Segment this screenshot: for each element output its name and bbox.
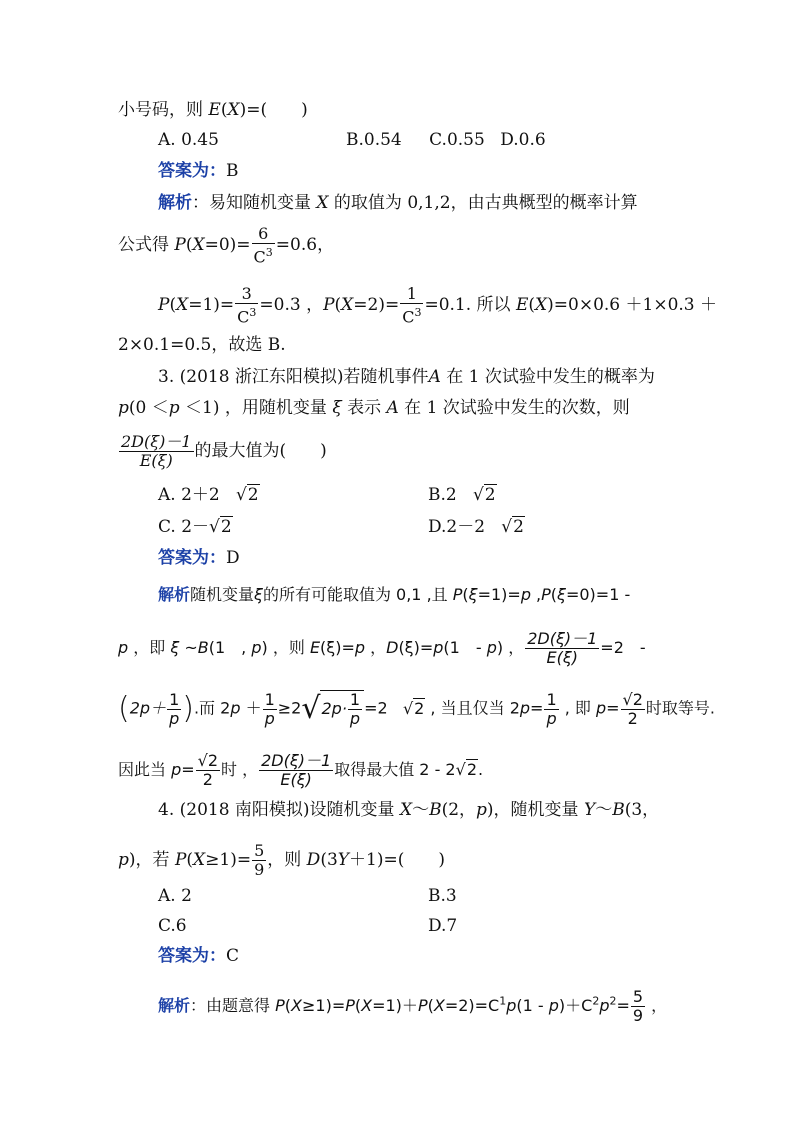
answer-q3 — [158, 548, 240, 568]
text: = — [606, 698, 620, 718]
denominator: E(ξ) — [546, 648, 578, 667]
answer-label: 答案为： — [158, 161, 226, 181]
answer-label: 答案为： — [158, 946, 226, 966]
text: , 即 — [559, 698, 596, 718]
text: ( — [528, 295, 536, 316]
question-3 — [158, 367, 655, 387]
text: 3. (2018 浙江东阳模拟)若随机事件 — [158, 367, 429, 387]
denominator — [252, 244, 275, 266]
text: P — [275, 996, 285, 1015]
text: ( — [550, 585, 558, 604]
fraction — [631, 988, 645, 1025]
superscript: 1 — [499, 994, 507, 1008]
radicand: 2 — [247, 485, 259, 505]
text: C.6 — [158, 916, 187, 936]
text: D — [306, 850, 321, 870]
text: 的所有可能取值为 0,1 ,且 — [262, 585, 453, 604]
sqrt: √2p· $\frac{1}{p}$ — [301, 690, 364, 728]
fraction — [525, 630, 599, 667]
solution-line — [158, 285, 717, 326]
text: C — [237, 307, 250, 327]
text: )，随机变量 — [486, 800, 584, 820]
solution-line — [118, 752, 483, 789]
text: P — [174, 850, 187, 870]
text: p — [118, 398, 129, 418]
text: ξ — [557, 585, 566, 604]
numerator: √2 — [197, 751, 219, 770]
superscript: 3 — [249, 306, 257, 319]
superscript: 2 — [609, 994, 617, 1008]
numerator: 1 — [546, 689, 557, 709]
fraction — [259, 752, 333, 789]
text: =2)= — [353, 295, 400, 316]
text: X — [361, 996, 373, 1015]
text: 小号码，则 — [118, 100, 209, 120]
text: ( — [354, 996, 362, 1015]
fraction — [119, 433, 194, 470]
text: =2 - — [600, 638, 646, 657]
numerator: 1 — [349, 690, 361, 709]
superscript: 3 — [265, 246, 273, 259]
option-a — [158, 485, 260, 505]
text: )=( ) — [239, 100, 308, 120]
denominator: p — [169, 708, 180, 728]
text: p — [354, 638, 366, 657]
text: =0.3 ， — [259, 295, 324, 316]
option-d — [428, 916, 457, 936]
superscript: 3 — [414, 306, 422, 319]
text: X — [291, 996, 302, 1015]
solution-label: 解析 — [158, 585, 191, 604]
sqrt: √2 — [455, 760, 478, 779]
answer-label: 答案为： — [158, 548, 226, 568]
denominator: E(ξ) — [280, 770, 312, 789]
text: ) ，则 — [261, 638, 310, 657]
text: (ξ)= — [398, 638, 434, 657]
text: X — [341, 295, 354, 316]
text: X — [193, 850, 206, 870]
text: B — [612, 800, 625, 820]
fraction — [544, 691, 558, 728]
text: ， — [365, 638, 387, 657]
text: p — [476, 800, 487, 820]
text: ( — [334, 295, 342, 316]
text: ξ — [170, 638, 180, 657]
text: E — [309, 638, 321, 657]
denominator: p — [546, 708, 557, 728]
text: 4. (2018 南阳模拟)设随机变量 — [158, 800, 400, 820]
text: ＋1)=( ) — [349, 850, 445, 870]
fraction — [252, 842, 266, 879]
answer-value: C — [226, 946, 240, 966]
option-a: A. 0.45 — [158, 130, 219, 150]
text: p — [171, 760, 182, 779]
text: ( — [220, 100, 228, 120]
text: p — [595, 698, 607, 718]
option-b — [428, 886, 457, 906]
text: =0.1. 所以 — [424, 295, 516, 316]
text: p — [599, 996, 610, 1015]
text: 的最大值为( ) — [194, 441, 327, 461]
text: C — [402, 307, 415, 327]
text: ≥2 — [277, 698, 302, 718]
fraction — [400, 285, 423, 326]
text: A. 2＋2 — [158, 485, 220, 505]
text: = — [616, 996, 630, 1015]
sqrt: √2 — [235, 485, 259, 505]
option-a — [158, 886, 192, 906]
text: ( — [186, 850, 194, 870]
text: (ξ)= — [320, 638, 355, 657]
options-q2 — [158, 130, 219, 150]
text: ＜1) ，用随机变量 — [179, 398, 333, 418]
denominator: p — [349, 709, 361, 728]
numerator: 6 — [252, 225, 275, 244]
text: ：由题意得 — [190, 996, 276, 1015]
sqrt: √2 — [472, 485, 496, 505]
numerator: 1 — [400, 285, 423, 304]
text: B — [429, 800, 442, 820]
option-b — [428, 485, 497, 505]
text: P — [452, 585, 463, 604]
text: = — [181, 760, 195, 779]
text: B — [197, 638, 209, 657]
text: C. 2－ — [158, 517, 210, 537]
text: P — [323, 295, 335, 316]
text: 2p＋ — [129, 698, 167, 718]
text: ＋ — [240, 698, 262, 718]
text: P — [541, 585, 551, 604]
text: 在 1 次试验中发生的概率为 — [440, 367, 655, 387]
text: D.7 — [428, 916, 458, 936]
text: 的取值为 0,1,2，由古典概型的概率计算 — [328, 193, 638, 213]
text: X — [176, 295, 189, 316]
radicand: 2 — [513, 517, 524, 537]
text: ，则 — [267, 850, 307, 870]
text: ξ — [254, 585, 263, 604]
question-4 — [158, 800, 659, 820]
text: D — [386, 638, 399, 657]
denominator: 2 — [627, 708, 638, 728]
text: 时取等号. — [645, 698, 716, 718]
answer-q4 — [158, 946, 239, 966]
superscript: 2 — [592, 994, 600, 1008]
text: p — [506, 996, 517, 1015]
text: )=0×0.6 ＋1×0.3 ＋ — [547, 295, 718, 316]
numerator: 2D(ξ)－1 — [121, 432, 192, 451]
text: C — [253, 247, 266, 267]
text: =0.6， — [275, 235, 335, 256]
solution-line — [118, 630, 646, 667]
text: ξ — [332, 398, 342, 418]
solution-line — [158, 585, 630, 605]
fraction — [348, 691, 362, 728]
text: 时 ， — [221, 760, 259, 779]
left-paren: ( — [118, 691, 130, 726]
options-q2-rest — [346, 130, 546, 150]
text: . — [478, 760, 484, 779]
text: 表示 — [341, 398, 387, 418]
text: =1)= — [477, 585, 521, 604]
fraction — [235, 285, 258, 326]
text: (1 - — [516, 996, 549, 1015]
text: p — [168, 398, 180, 418]
answer-q2 — [158, 161, 239, 181]
text: (1 , — [208, 638, 252, 657]
option-b: B.0.54 — [346, 130, 402, 150]
text: X — [316, 193, 329, 213]
denominator — [235, 304, 258, 326]
solution-label: 解析 — [158, 193, 192, 213]
text: ～ — [412, 800, 430, 820]
answer-value: B — [226, 161, 239, 181]
text: =1)= — [188, 295, 235, 316]
text: 2p· — [321, 699, 347, 718]
text: P — [174, 235, 186, 256]
text: X — [433, 996, 445, 1015]
text: A. 2 — [158, 886, 192, 906]
text: )＋C — [558, 996, 593, 1015]
text: ~ — [179, 638, 198, 657]
text: D.2－2 — [428, 517, 486, 537]
solution-line — [118, 690, 715, 728]
denominator: p — [264, 708, 275, 728]
fraction — [252, 225, 275, 266]
text: 取得最大值 2 - 2 — [334, 760, 456, 779]
question-tail — [118, 100, 308, 120]
numerator: 5 — [632, 987, 644, 1006]
question-4-line — [118, 842, 445, 879]
text: (3 — [320, 850, 338, 870]
denominator — [400, 304, 423, 326]
text: Y — [583, 800, 596, 820]
text: ，即 — [128, 638, 171, 657]
numerator: 2D(ξ)－1 — [261, 751, 332, 770]
text: 因此当 — [118, 760, 172, 779]
text: p — [433, 638, 444, 657]
solution-line — [118, 335, 286, 355]
denominator: 9 — [632, 1006, 644, 1025]
radicand: 2 — [220, 517, 232, 537]
numerator: √2 — [622, 689, 643, 709]
text: X — [535, 295, 548, 316]
option-c: C.0.55 — [429, 130, 485, 150]
text: 公式得 — [118, 235, 175, 256]
text: ：易知随机变量 — [192, 193, 317, 213]
text: ) ， — [496, 638, 525, 657]
numerator: 3 — [235, 285, 258, 304]
text: ， — [646, 996, 668, 1015]
text: A — [428, 367, 441, 387]
text: ≥1)= — [301, 996, 346, 1015]
fraction — [621, 691, 645, 728]
text: (2， — [441, 800, 477, 820]
numerator: 1 — [169, 689, 180, 709]
text: (0 ＜ — [128, 398, 169, 418]
text: E — [208, 100, 221, 120]
numerator: 1 — [264, 689, 275, 709]
text: ( — [462, 585, 469, 604]
text: =0)= — [204, 235, 251, 256]
text: =0)=1 - — [565, 585, 631, 604]
radicand: 2 — [466, 760, 478, 779]
text: .而 2 — [193, 698, 231, 718]
text: , — [530, 585, 542, 604]
text: X — [399, 800, 413, 820]
question-3-line — [118, 433, 327, 470]
option-d: D.0.6 — [500, 130, 546, 150]
text: (1 - — [443, 638, 487, 657]
solution-line — [158, 988, 667, 1025]
text: , 当且仅当 2 — [425, 698, 520, 718]
solution-label: 解析 — [158, 996, 191, 1015]
text: A — [386, 398, 399, 418]
text: (3， — [624, 800, 660, 820]
text: p — [548, 996, 559, 1015]
denominator: 2 — [202, 770, 213, 789]
sqrt: √2 — [501, 517, 524, 537]
answer-value: D — [226, 548, 240, 568]
text: p — [486, 638, 497, 657]
text: p — [230, 698, 241, 718]
text: P — [417, 996, 428, 1015]
text: p — [520, 585, 531, 604]
option-c — [158, 517, 233, 537]
fraction — [263, 691, 277, 728]
numerator: 5 — [254, 841, 265, 860]
text: X — [227, 100, 240, 120]
text: ξ — [468, 585, 478, 604]
option-c — [158, 916, 187, 936]
text: B.2 — [428, 485, 457, 505]
sqrt: √2 — [402, 698, 425, 718]
solution-line — [158, 193, 638, 213]
fraction — [196, 752, 220, 789]
text: ～ — [595, 800, 613, 820]
text: p — [118, 850, 129, 870]
right-paren: ) — [182, 691, 194, 726]
numerator: 2D(ξ)－1 — [527, 629, 598, 648]
solution-line — [118, 225, 334, 266]
text: =1)＋ — [372, 996, 418, 1015]
text: 随机变量 — [190, 585, 255, 604]
text: =2 — [364, 698, 388, 718]
text: 在 1 次试验中发生的次数，则 — [398, 398, 630, 418]
text: p — [251, 638, 262, 657]
denominator: E(ξ) — [139, 451, 173, 470]
text: ( — [185, 235, 193, 256]
denominator: 9 — [254, 860, 265, 879]
text: Y — [337, 850, 349, 870]
radicand: 2 — [484, 485, 496, 505]
option-d — [428, 517, 525, 537]
text: p — [118, 638, 129, 657]
text: ≥1)= — [205, 850, 252, 870]
text: B.3 — [428, 886, 457, 906]
fraction — [167, 691, 181, 728]
text: p — [519, 698, 531, 718]
text: P — [158, 295, 170, 316]
radicand — [320, 690, 364, 728]
text: ( — [169, 295, 177, 316]
text: X — [192, 235, 205, 256]
text: =2)=C — [444, 996, 500, 1015]
text: = — [530, 698, 544, 718]
text: ( — [427, 996, 434, 1015]
text: )，若 — [128, 850, 175, 870]
radicand: 2 — [414, 698, 425, 718]
text: 2×0.1=0.5，故选 B. — [118, 335, 286, 355]
sqrt: √2 — [209, 517, 232, 537]
text: E — [515, 295, 529, 316]
text: P — [345, 996, 355, 1015]
question-3-line — [118, 398, 630, 418]
text: ( — [284, 996, 292, 1015]
